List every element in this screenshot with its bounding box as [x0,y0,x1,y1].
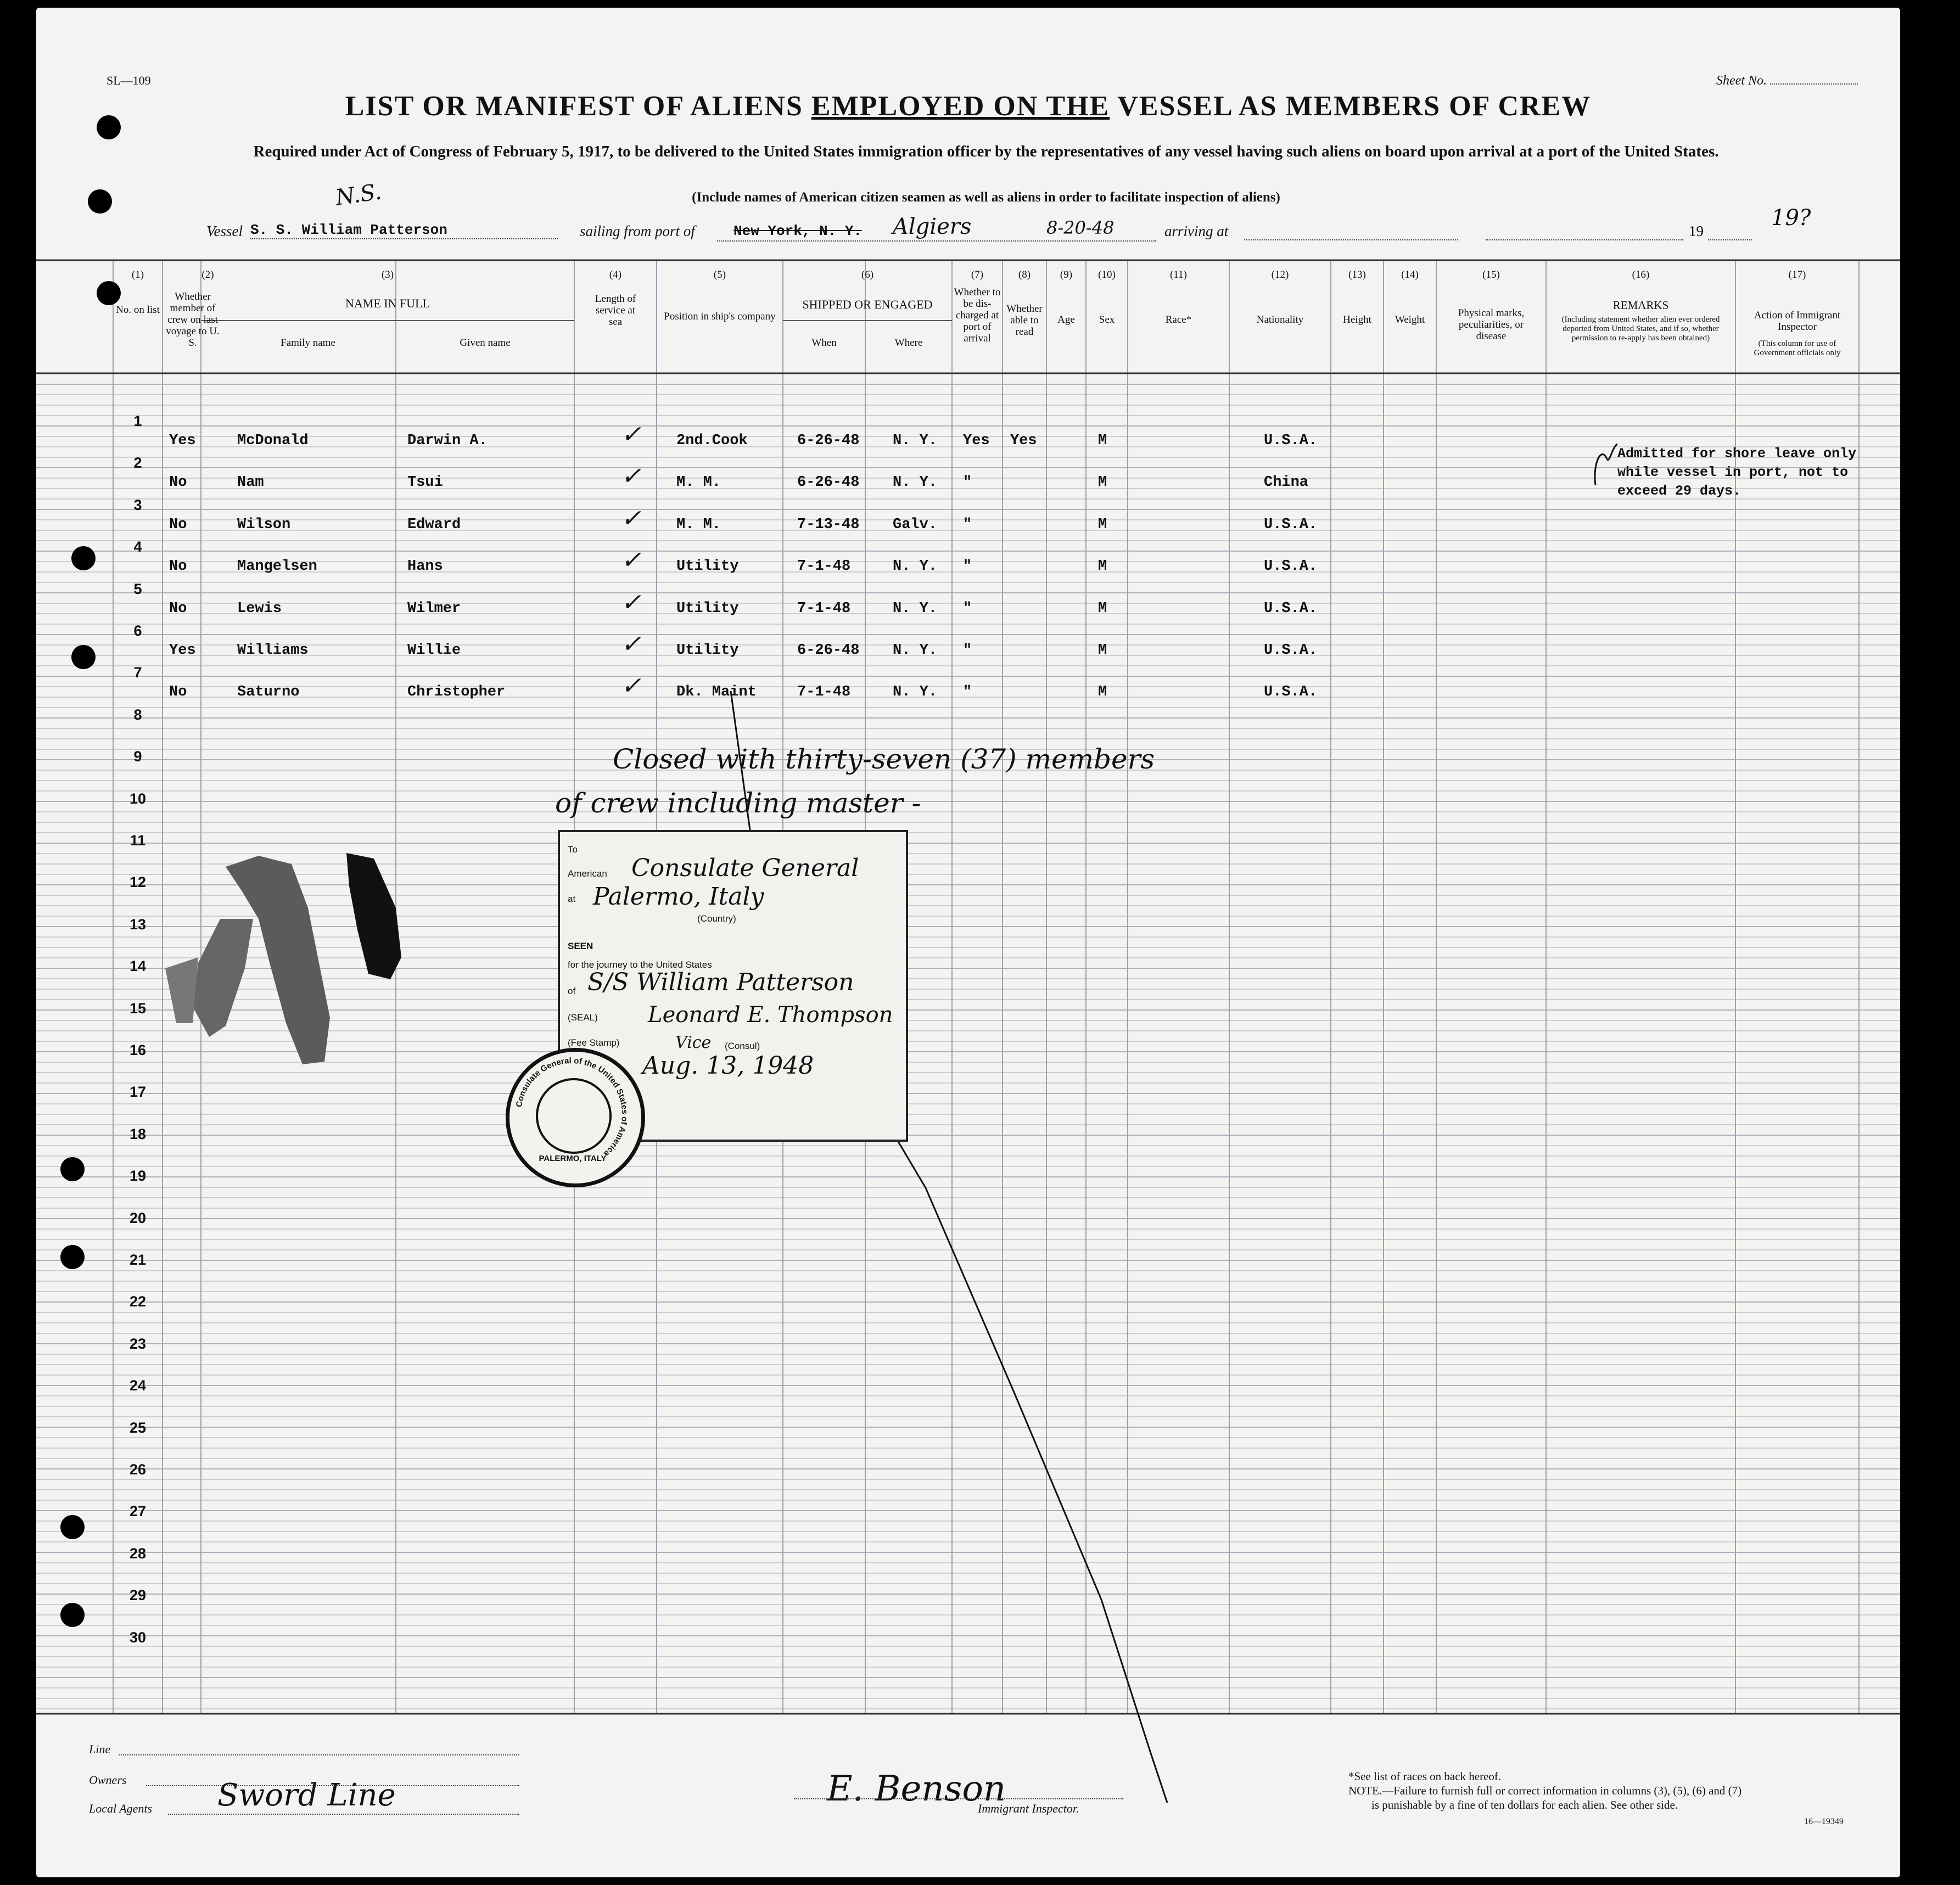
shipped-date-cell: 7-1-48 [797,558,851,575]
row-number: 25 [129,1419,147,1436]
position-cell: Utility [676,642,739,659]
row-number: 17 [129,1084,147,1101]
stamp-date: Aug. 13, 1948 [642,1052,814,1080]
sex-cell: M [1098,684,1107,701]
service-check-cell: ✓ [621,504,641,532]
arriving-label: arriving at [1164,223,1229,239]
arriving-port-field [1244,222,1458,240]
position-cell: 2nd.Cook [676,433,748,449]
service-check-cell: ✓ [621,672,641,700]
shipped-port-cell: N. Y. [893,433,938,449]
discharged-cell: " [963,642,972,659]
discharged-cell: " [963,558,972,575]
family-name-cell: Lewis [237,600,282,617]
binder-hole [71,645,96,669]
given-name-cell: Willie [407,642,461,659]
header-weight: Weight [1395,314,1425,326]
fee-stamp-remnants [143,842,429,1073]
row-number: 26 [129,1461,147,1478]
colnum-16: (16) [1632,269,1650,280]
inspector-signature: E. Benson [827,1769,1006,1809]
header-remarks-note: (Including statement whether alien ever ordered deported from United States, and if so, whether permission to re-apply has been obtained) [1561,315,1720,343]
discharged-cell: " [963,474,972,491]
header-where: Where [894,337,923,349]
binder-hole [97,115,121,139]
position-cell: Utility [676,600,739,617]
sex-cell: M [1098,474,1107,491]
colnum-5: (5) [713,269,726,280]
header-nationality: Nationality [1256,314,1304,326]
row-number: 7 [133,664,142,681]
closing-note-line-2: of crew including master - [555,787,921,819]
row-number: 20 [129,1209,147,1226]
footer-form-number: 16—19349 [1804,1817,1844,1826]
header-last-voyage: Whether member of crew on last voyage to U. S. [166,291,220,349]
position-cell: M. M. [676,474,721,491]
manifest-sheet [36,8,1900,1877]
nationality-cell: U.S.A. [1264,558,1318,575]
stamp-seen-label: SEEN [568,941,593,951]
discharged-cell: " [963,516,972,533]
shipped-port-cell: N. Y. [893,558,938,575]
stamp-journey-label: for the journey to the United States [568,960,712,970]
header-action-note: (This column for use of Government officials only [1754,339,1841,357]
title-part-2: VESSEL AS MEMBERS OF CREW [1110,91,1592,122]
consulate-seal [506,1048,645,1187]
row-number: 24 [129,1377,147,1394]
row-number: 14 [129,958,147,975]
stamp-consulate-general: Consulate General [631,854,859,882]
nationality-cell: U.S.A. [1264,642,1318,659]
sex-cell: M [1098,600,1107,617]
port-name: New York, N. Y. [733,223,863,239]
colnum-4: (4) [609,269,622,280]
binder-hole [60,1157,85,1181]
family-name-cell: Mangelsen [237,558,317,575]
row-number: 19 [129,1168,147,1185]
title-underlined: EMPLOYED ON THE [811,91,1110,122]
sex-cell: M [1098,516,1107,533]
row-number: 30 [129,1629,147,1646]
colnum-10: (10) [1098,269,1116,280]
footer-note-3: is punishable by a fine of ten dollars for each alien. See other side. [1371,1798,1678,1811]
row-number: 22 [129,1293,147,1310]
stamp-country-label: (Country) [697,913,736,924]
binder-hole [60,1603,85,1627]
port-handwritten: Algiers [893,214,972,239]
stamp-to-label: To [568,844,578,855]
sex-cell: M [1098,642,1107,659]
colnum-17: (17) [1788,269,1806,280]
corner-mark: 19? [1771,205,1811,231]
header-physical-marks: Physical marks, peculiarities, or disease [1458,307,1525,342]
shipped-port-cell: N. Y. [893,684,938,701]
row-number: 23 [129,1335,147,1352]
nationality-cell: U.S.A. [1264,516,1318,533]
row-number: 2 [133,455,142,472]
colnum-1: (1) [131,269,144,280]
service-check-cell: ✓ [621,546,641,575]
colnum-6: (6) [861,269,874,280]
header-able-to-read: Whether able to read [1006,303,1043,338]
sheet-number-field [1716,72,1858,88]
sex-cell: M [1098,433,1107,449]
service-check-cell: ✓ [621,588,641,616]
header-remarks: REMARKS [1612,299,1669,312]
form-code: SL—109 [107,74,151,87]
given-name-cell: Wilmer [407,600,461,617]
row-number: 5 [133,580,142,597]
stamp-city: Palermo, Italy [593,883,764,911]
header-family-name: Family name [281,337,335,349]
discharged-cell: Yes [963,433,990,449]
stamp-american-label: American [568,868,607,879]
position-cell: Dk. Maint [676,684,757,701]
binder-hole [60,1245,85,1269]
header-race: Race* [1165,314,1192,326]
footer-line-field [119,1747,519,1755]
stamp-at-label: at [568,894,576,904]
header-discharged: Whether to be dis-charged at port of arrival [954,287,1001,344]
footer-note-2: NOTE.—Failure to furnish full or correct information in columns (3), (5), (6) and (7) [1348,1784,1742,1797]
row-number: 11 [130,832,146,849]
title-part-1: LIST OR MANIFEST OF ALIENS [345,91,811,122]
binder-hole [60,1515,85,1539]
row-number: 28 [129,1545,147,1562]
binder-hole [71,546,96,570]
stamp-consul-label: (Consul) [725,1041,760,1051]
header-length-of-service: Length of service at sea [595,293,636,328]
row-number: 9 [133,748,142,765]
row-number: 10 [129,790,147,807]
remark-pen-mark [1590,441,1623,491]
arriving-date-field [1486,222,1683,240]
last-voyage-cell: Yes [169,642,196,659]
row-number: 1 [133,413,142,429]
colnum-14: (14) [1401,269,1419,280]
shipped-date-cell: 7-1-48 [797,600,851,617]
colnum-9: (9) [1060,269,1073,280]
header-height: Height [1343,314,1371,326]
header-sex: Sex [1099,314,1115,326]
header-age: Age [1057,314,1075,326]
shipped-port-cell: Galv. [893,516,938,533]
family-name-cell: Wilson [237,516,291,533]
vessel-label: Vessel [206,223,243,239]
row-number: 16 [129,1042,147,1058]
position-cell: Utility [676,558,739,575]
header-given-name: Given name [460,337,511,349]
given-name-cell: Edward [407,516,461,533]
year-field [1708,222,1752,240]
closing-note-line-1: Closed with thirty-seven (37) members [613,743,1155,775]
header-when: When [811,337,837,349]
instruction: (Include names of American citizen seamen as well as aliens in order to facilitate inspection of aliens) [692,190,1280,205]
sailing-label: sailing from port of [580,223,695,239]
given-name-cell: Tsui [407,474,443,491]
family-name-cell: Saturno [237,684,300,701]
colnum-12: (12) [1271,269,1289,280]
given-name-cell: Hans [407,558,443,575]
footer-note-1: *See list of races on back hereof. [1348,1770,1502,1783]
last-voyage-cell: No [169,516,187,533]
able-to-read-cell: Yes [1010,433,1037,449]
service-check-cell: ✓ [621,462,641,491]
handwritten-mark: N.S. [334,179,383,211]
header-position: Position in ship's company [664,311,776,322]
colnum-11: (11) [1170,269,1187,280]
shipped-date-cell: 7-1-48 [797,684,851,701]
year-prefix: 19 [1689,223,1704,239]
sex-cell: M [1098,558,1107,575]
footer-owners-label: Owners [89,1773,127,1787]
row-number: 18 [129,1125,147,1142]
colnum-7: (7) [971,269,984,280]
remark-line-2: while vessel in port, not to [1617,464,1849,480]
row-number: 12 [129,874,147,891]
eagle-emblem [536,1078,612,1154]
given-name-cell: Christopher [407,684,506,701]
stamp-signature: Leonard E. Thompson [648,1002,893,1028]
sheet-label: Sheet No. [1716,74,1767,88]
row-number: 21 [129,1252,147,1268]
seal-ring-label: Consulate General of the United States of America [514,1056,630,1159]
nationality-cell: U.S.A. [1264,433,1318,449]
shipped-port-cell: N. Y. [893,600,938,617]
seal-city: PALERMO, ITALY [539,1154,607,1163]
last-voyage-cell: No [169,474,187,491]
family-name-cell: Nam [237,474,264,491]
remark-line-1: Admitted for shore leave only [1617,446,1857,462]
remark-line-3: exceed 29 days. [1617,483,1741,499]
service-check-cell: ✓ [621,420,641,448]
colnum-13: (13) [1348,269,1366,280]
stamp-fee-label: (Fee Stamp) [568,1037,620,1048]
date-handwritten: 8-20-48 [1046,217,1115,238]
remark-shore-leave [1617,445,1856,501]
stamp-of-label: of [568,986,576,996]
footer-agents-handwritten: Sword Line [217,1777,396,1813]
given-name-cell: Darwin A. [407,433,488,449]
row-number: 13 [129,916,147,933]
shipped-date-cell: 6-26-48 [797,642,860,659]
binder-hole [88,189,112,214]
footer-line-label: Line [89,1742,111,1756]
family-name-cell: McDonald [237,433,309,449]
family-name-cell: Williams [237,642,309,659]
header-no-on-list: No. on list [116,304,160,316]
port-field [717,214,1156,242]
shipped-port-cell: N. Y. [893,642,938,659]
shipped-date-cell: 6-26-48 [797,474,860,491]
row-number: 3 [133,496,142,513]
row-number: 8 [133,706,142,723]
row-number: 27 [129,1503,147,1520]
last-voyage-cell: No [169,684,187,701]
colnum-8: (8) [1018,269,1031,280]
nationality-cell: U.S.A. [1264,684,1318,701]
colnum-15: (15) [1482,269,1500,280]
shipped-date-cell: 7-13-48 [797,516,860,533]
row-number: 4 [133,538,142,556]
subtitle: Required under Act of Congress of February 5, 1917, to be delivered to the United States immigration officer by the representatives of any vessel having such aliens on board upon arrival at a port of the United States. [253,143,1719,160]
service-check-cell: ✓ [621,630,641,658]
inspector-label: Immigrant Inspector. [978,1802,1079,1815]
nationality-cell: China [1264,474,1309,491]
discharged-cell: " [963,600,972,617]
shipped-date-cell: 6-26-48 [797,433,860,449]
row-number: 29 [129,1587,147,1604]
header-shipped-engaged: SHIPPED OR ENGAGED [802,298,933,311]
discharged-cell: " [963,684,972,701]
vessel-name: S. S. William Patterson [250,222,558,239]
nationality-cell: U.S.A. [1264,600,1318,617]
row-number: 15 [129,1000,147,1017]
colnum-2: (2) [201,269,214,280]
page-title [36,90,1900,122]
last-voyage-cell: Yes [169,433,196,449]
shipped-port-cell: N. Y. [893,474,938,491]
row-number: 6 [133,622,142,639]
stamp-vice: Vice [675,1033,712,1052]
stamp-seal-label: (SEAL) [568,1012,598,1023]
header-action-inspector: Action of Immigrant Inspector [1754,310,1841,333]
binder-hole [97,281,121,305]
position-cell: M. M. [676,516,721,533]
stamp-vessel: S/S William Patterson [587,968,854,996]
footer-agents-label: Local Agents [89,1802,153,1815]
last-voyage-cell: No [169,558,187,575]
colnum-3: (3) [381,269,394,280]
header-name-in-full: NAME IN FULL [345,296,430,310]
inspector-line [794,1798,1123,1799]
last-voyage-cell: No [169,600,187,617]
